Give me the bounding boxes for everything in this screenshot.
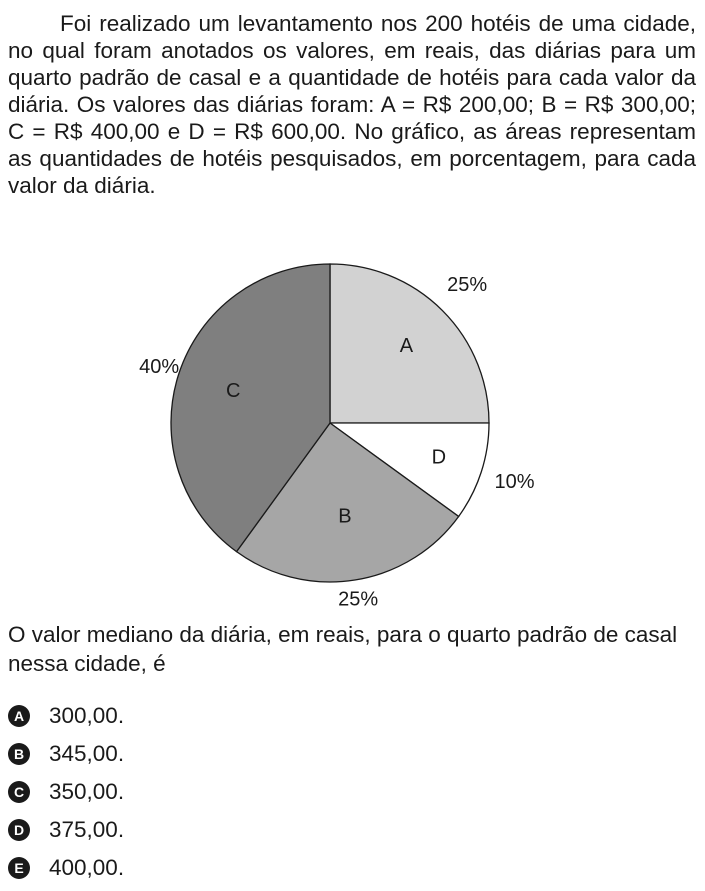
- slice-label-a: A: [399, 334, 414, 357]
- option-b-badge: B: [8, 743, 30, 765]
- slice-percent-c: 40%: [139, 355, 180, 378]
- option-a[interactable]: [8, 697, 124, 735]
- question-prompt: O valor mediano da diária, em reais, para o quarto padrão de casal nessa cidade, é: [8, 622, 678, 676]
- slice-label-d: D: [431, 446, 447, 469]
- option-d-badge: D: [8, 819, 30, 841]
- option-a-badge: A: [8, 705, 30, 727]
- option-a-text: 300,00.: [49, 703, 125, 728]
- option-e-text: 400,00.: [49, 855, 125, 880]
- option-c-text: 350,00.: [49, 779, 125, 804]
- option-e[interactable]: [8, 849, 124, 887]
- slice-label-b: B: [338, 505, 352, 528]
- option-b-text: 345,00.: [49, 741, 125, 766]
- pie-chart: [0, 255, 705, 615]
- option-e-badge: E: [8, 857, 30, 879]
- slice-percent-d: 10%: [494, 471, 535, 494]
- option-b[interactable]: [8, 735, 124, 773]
- answer-options: [8, 697, 124, 887]
- option-c-badge: C: [8, 781, 30, 803]
- option-d[interactable]: [8, 811, 124, 849]
- slice-percent-b: 25%: [338, 588, 379, 611]
- slice-label-c: C: [225, 379, 241, 402]
- option-c[interactable]: [8, 773, 124, 811]
- option-d-text: 375,00.: [49, 817, 125, 842]
- slice-percent-a: 25%: [447, 274, 488, 297]
- question-text: Foi realizado um levantamento nos 200 hotéis de uma cidade, no qual foram anotados os valores, em reais, das diárias para um quarto padrão de casal e a quantidade de hotéis para cada valor da diária. Os valores das diárias foram: A = R$ 200,00; B = R$ 300,00; C = R$ 400,00 e D = R$ 600,00. No gráfico, as áreas representam as quantidades de hotéis pesquisados, em porcentagem, para cada valor da diária.: [8, 11, 696, 198]
